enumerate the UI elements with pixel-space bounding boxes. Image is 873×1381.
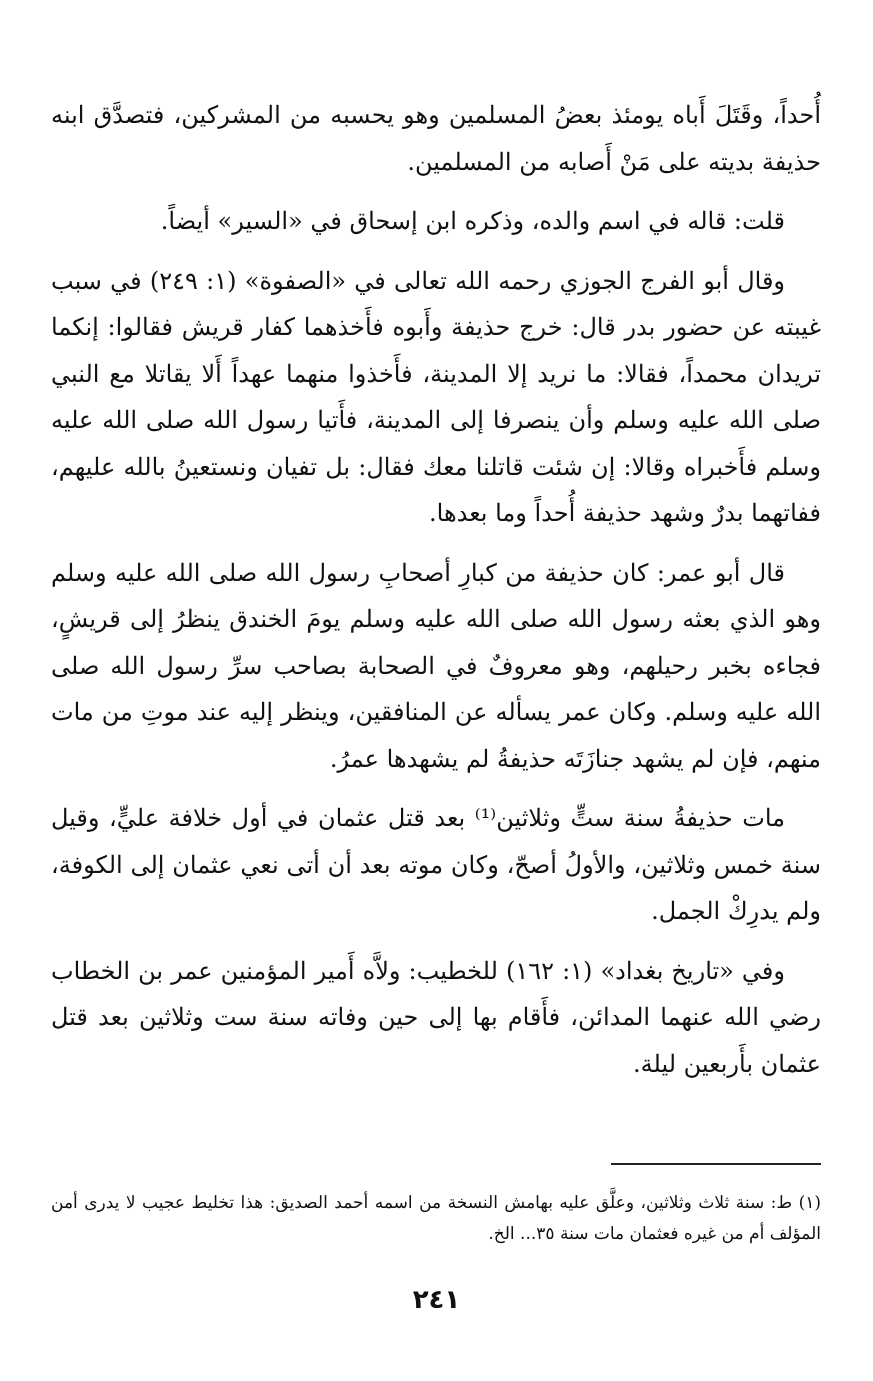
page-number: ٢٤١ [412,1285,461,1315]
paragraph-1: أُحداً، وقَتَلَ أَباه يومئذ بعضُ المسلمين وهو يحسبه من المشركين، فتصدَّق ابنه حذيفة بديته على مَنْ أَصابه من المسلمين. [51,101,821,176]
paragraph-3: وقال أبو الفرج الجوزي رحمه الله تعالى في «الصفوة» (١: ٢٤٩) في سبب غيبته عن حضور بدر قال: خرج حذيفة وأَبوه فأَخذهما كفار قريش فقالوا: إنكما تريدان محمداً، فقالا: ما نريد إلا المدينة، فأَخذوا منهما عهداً أَلا يقاتلا مع النبي صلى الله عليه وسلم وأن ينصرفا إلى المدينة، فأَتيا رسول الله صلى الله عليه وسلم فأَخبراه وقالا: إن شئت قاتلنا معك فقال: بل تفيان ونستعينُ بالله عليهم، ففاتهما بدرٌ وشهد حذيفة أُحداً وما بعدها. [51,266,821,527]
paragraph-6: وفي «تاريخ بغداد» (١: ١٦٢) للخطيب: ولاَّه أَمير المؤمنين عمر بن الخطاب رضي الله عنهما المدائن، فأَقام بها إلى حين وفاته سنة ست وثلاثين بعد قتل عثمان بأَربعين ليلة. [51,956,821,1078]
paragraph-4: قال أبو عمر: كان حذيفة من كبارِ أصحابِ رسول الله صلى الله عليه وسلم وهو الذي بعثه رسول الله صلى الله عليه وسلم يومَ الخندق ينظرُ إلى قريشٍ، فجاءه بخبر رحيلهم، وهو معروفٌ في الصحابة بصاحب سرِّ رسول الله صلى الله عليه وسلم. وكان عمر يسأله عن المنافقين، وينظر إليه عند موتِ من مات منهم، فإن لم يشهد جنازَتَه حذيفةُ لم يشهدها عمرُ. [51,558,822,773]
footnote-divider [611,1163,821,1165]
paragraph-2: قلت: قاله في اسم والده، وذكره ابن إسحاق في «السير» أيضاً. [160,207,785,235]
main-text [51,92,821,1332]
footnote: (١) ط: سنة ثلاث وثلاثين، وعلَّق عليه بهامش النسخة من اسمه أحمد الصديق: هذا تخليط عجيب لا يدرى أمن المؤلف أم من غيره فعثمان مات سنة ٣٥... الخ. [51,1193,821,1244]
paragraph-5: مات حذيفةُ سنة ستٍّ وثلاثين⁽¹⁾ بعد قتل عثمان في أول خلافة عليٍّ، وقيل سنة خمس وثلاثين، والأولُ أصحّ، وكان موته بعد أن أتى نعي عثمان إلى الكوفة، ولم يدرِكْ الجمل. [51,804,821,925]
